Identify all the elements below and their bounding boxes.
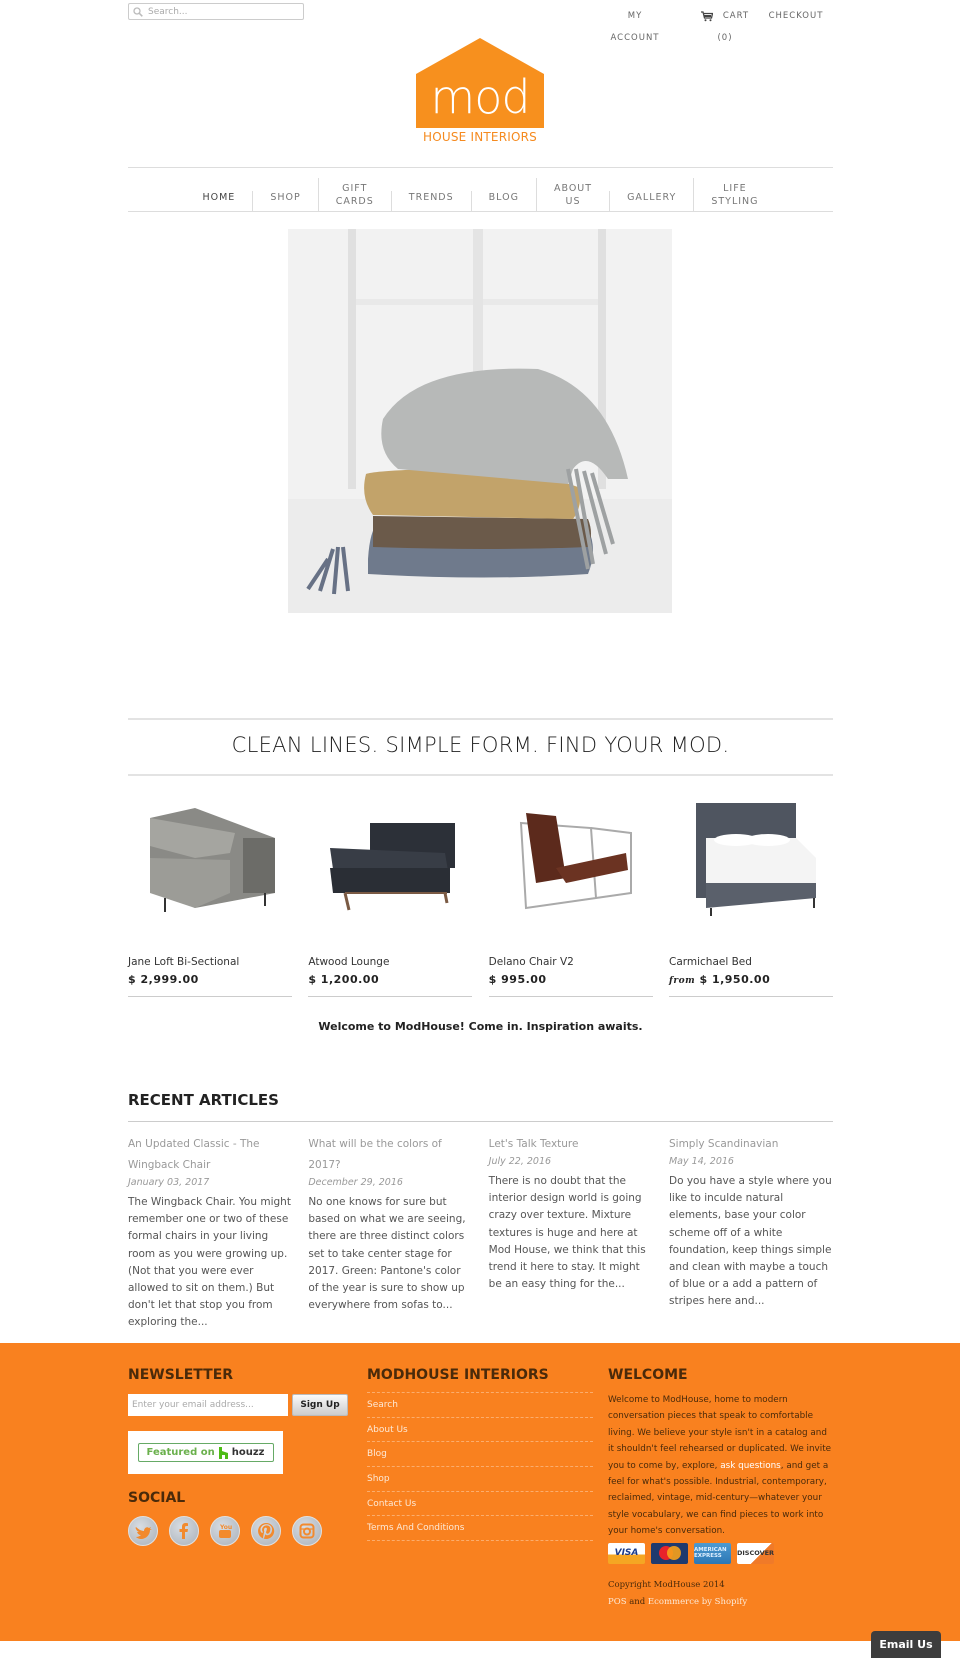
product-card[interactable]	[489, 795, 653, 997]
delano-chair-image	[496, 798, 646, 918]
nav-label: US	[565, 196, 581, 207]
price-value: $ 2,999.00	[128, 973, 199, 986]
product-image	[128, 795, 292, 920]
product-price	[128, 973, 292, 986]
discover-card-icon: DISCOVER	[737, 1543, 774, 1564]
nav-shop[interactable]	[252, 191, 317, 211]
pos-link[interactable]: POS	[608, 1596, 627, 1607]
sectional-sofa-image	[135, 798, 285, 918]
footer-link-blog[interactable]: Blog	[367, 1449, 387, 1460]
svg-text:You: You	[220, 1524, 233, 1531]
sign-up-button[interactable]: Sign Up	[292, 1394, 348, 1416]
houzz-featured-label: Featured on	[146, 1447, 215, 1458]
newsletter-email-input[interactable]	[128, 1394, 288, 1416]
divider	[128, 718, 833, 720]
mastercard-icon	[651, 1543, 688, 1564]
search-box[interactable]	[128, 3, 304, 20]
twitter-icon[interactable]	[128, 1516, 158, 1546]
nav-label: GALLERY	[627, 192, 677, 203]
amex-card-icon: AMERICAN EXPRESS	[694, 1543, 731, 1564]
bed-image	[676, 798, 826, 918]
copyright	[608, 1577, 833, 1611]
article-title-link[interactable]: Let's Talk Texture	[488, 1138, 579, 1150]
nav-label: STYLING	[711, 196, 759, 207]
divider	[308, 996, 472, 997]
lounge-chair-image	[315, 798, 465, 918]
houzz-badge[interactable]	[128, 1431, 283, 1474]
product-name: Delano Chair V2	[488, 956, 574, 968]
article-excerpt: No one knows for sure but based on what we are seeing, there are three distinct colors set to take center stage for 2017. Green: Pantone's color of the year is sure to show up everywhere from sofas to...	[308, 1196, 466, 1312]
price-value: $ 1,950.00	[695, 973, 771, 986]
footer-link-contact-us[interactable]: Contact Us	[367, 1498, 417, 1509]
youtube-icon[interactable]	[210, 1516, 240, 1546]
article-item	[669, 1132, 833, 1332]
footer-link-shop[interactable]: Shop	[367, 1474, 390, 1485]
product-price	[308, 973, 472, 986]
nav-label: LIFE	[723, 183, 747, 194]
my-account-link[interactable]	[610, 5, 660, 49]
instagram-icon[interactable]	[292, 1516, 322, 1546]
product-image	[669, 795, 833, 920]
nav-label: SHOP	[270, 192, 301, 203]
article-title-link[interactable]: Simply Scandinavian	[668, 1138, 779, 1150]
logo-wordmark: mod	[430, 70, 530, 124]
site-footer	[0, 1343, 960, 1641]
article-date: January 03, 2017	[128, 1177, 210, 1188]
site-logo[interactable]	[415, 38, 545, 146]
cart-label: CART	[722, 11, 750, 21]
price-value: $ 1,200.00	[308, 973, 380, 986]
nav-gift-cards[interactable]	[318, 178, 391, 211]
product-name: Jane Loft Bi-Sectional	[128, 956, 240, 968]
divider	[669, 996, 833, 997]
footer-link-terms[interactable]: Terms And Conditions	[367, 1523, 465, 1534]
nav-label: CARDS	[335, 196, 374, 207]
article-excerpt: Do you have a style where you like to inculde natural elements, base your color scheme off of a white foundation, keep things simple and clean with maybe a touch of blue or a add a pattern of stripes here and...	[668, 1175, 832, 1308]
welcome-text-part: Welcome to ModHouse, home to modern conversation pieces that speak to comfortable living. We believe your style isn't in a catalog and it shouldn't feel rehearsed or duplicated. We invite you to come by, explore,	[608, 1395, 832, 1471]
social-heading: SOCIAL	[128, 1490, 186, 1506]
page-headline: CLEAN LINES. SIMPLE FORM. FIND YOUR MOD.	[231, 733, 730, 757]
payment-cards	[608, 1543, 833, 1564]
checkout-label: CHECKOUT	[768, 11, 824, 21]
article-title-link[interactable]: What will be the colors of 2017?	[308, 1138, 442, 1171]
article-date: December 29, 2016	[308, 1177, 403, 1188]
nav-trends[interactable]	[391, 191, 471, 211]
footer-welcome-text	[608, 1392, 833, 1540]
product-name: Carmichael Bed	[668, 956, 752, 968]
main-nav	[128, 167, 833, 212]
price-prefix: from	[668, 976, 696, 986]
article-date: May 14, 2016	[668, 1156, 734, 1167]
article-item	[128, 1132, 292, 1332]
nav-label: TRENDS	[408, 192, 454, 203]
divider	[128, 1121, 833, 1122]
product-card[interactable]	[308, 795, 472, 997]
nav-home[interactable]	[185, 191, 252, 211]
footer-link-about-us[interactable]: About Us	[367, 1424, 408, 1435]
nav-label: ABOUT	[553, 183, 593, 194]
nav-label: BLOG	[488, 192, 519, 203]
email-us-button[interactable]: Email Us	[871, 1631, 941, 1658]
footer-link-list	[367, 1392, 593, 1541]
shopify-link[interactable]: Ecommerce by Shopify	[647, 1596, 748, 1607]
footer-welcome-heading: WELCOME	[608, 1367, 688, 1383]
copyright-text: Copyright ModHouse 2014	[608, 1579, 725, 1590]
nav-life-styling[interactable]	[693, 178, 775, 211]
recent-articles-heading: RECENT ARTICLES	[128, 1091, 279, 1109]
footer-welcome-section	[608, 1367, 833, 1611]
houzz-logo-icon	[219, 1447, 228, 1459]
product-price	[489, 973, 653, 986]
nav-blog[interactable]	[471, 191, 536, 211]
product-price	[669, 973, 833, 986]
product-image	[489, 795, 653, 920]
nav-gallery[interactable]	[609, 191, 693, 211]
cart-icon	[701, 11, 713, 22]
article-title-link[interactable]: An Updated Classic - The Wingback Chair	[128, 1138, 260, 1171]
footer-links-section	[367, 1367, 593, 1541]
newsletter-section	[128, 1367, 348, 1546]
logo-subtitle: HOUSE INTERIORS	[423, 130, 537, 144]
cart-count: (0)	[717, 33, 733, 43]
article-excerpt: The Wingback Chair. You might remember one or two of these formal chairs in your living room as you were growing up. (Not that you were ever allowed to sit on them.) But don't let that stop you from exploring the...	[128, 1196, 291, 1329]
product-grid	[128, 795, 833, 997]
divider	[489, 996, 653, 997]
product-image	[308, 795, 472, 920]
facebook-icon[interactable]	[169, 1516, 199, 1546]
welcome-message: Welcome to ModHouse! Come in. Inspiration awaits.	[318, 1020, 643, 1033]
article-item	[489, 1132, 653, 1332]
search-icon	[133, 7, 143, 17]
blankets-image	[288, 229, 672, 613]
visa-card-icon: VISA	[608, 1543, 645, 1564]
hero-image	[288, 229, 672, 613]
article-date: July 22, 2016	[488, 1156, 552, 1167]
divider	[128, 774, 833, 776]
ask-questions-link[interactable]: ask questions	[720, 1460, 781, 1471]
newsletter-heading: NEWSLETTER	[128, 1367, 234, 1383]
houzz-brand: houzz	[231, 1447, 265, 1458]
nav-label: GIFT	[342, 183, 368, 194]
footer-links-heading: MODHOUSE INTERIORS	[367, 1367, 549, 1383]
product-card[interactable]	[669, 795, 833, 997]
my-account-label-1: MY	[627, 11, 643, 21]
checkout-link[interactable]	[766, 5, 826, 27]
nav-about-us[interactable]	[536, 178, 609, 211]
article-list	[128, 1132, 833, 1332]
cart-link[interactable]	[690, 5, 760, 49]
and-text: and	[626, 1596, 648, 1607]
article-item	[308, 1132, 472, 1332]
social-links	[128, 1516, 348, 1546]
product-card[interactable]	[128, 795, 292, 997]
divider	[128, 996, 292, 997]
search-input[interactable]	[148, 7, 298, 17]
article-excerpt: There is no doubt that the interior design world is going crazy over texture. Mixture textures is huge and here at Mod House, we think that this trend it here to stay. It might be an easy thing for the...	[488, 1175, 646, 1291]
nav-label: HOME	[202, 192, 236, 203]
welcome-text-part: , and get a feel for what's possible. Industrial, contemporary, reclaimed, vintage, mid-century—whatever your style vocabulary, we can find pieces to work into your home's conversation.	[608, 1460, 829, 1537]
price-value: $ 995.00	[488, 973, 547, 986]
my-account-label-2: ACCOUNT	[610, 33, 660, 43]
footer-link-search[interactable]: Search	[367, 1400, 398, 1410]
product-name: Atwood Lounge	[308, 956, 390, 968]
pinterest-icon[interactable]	[251, 1516, 281, 1546]
